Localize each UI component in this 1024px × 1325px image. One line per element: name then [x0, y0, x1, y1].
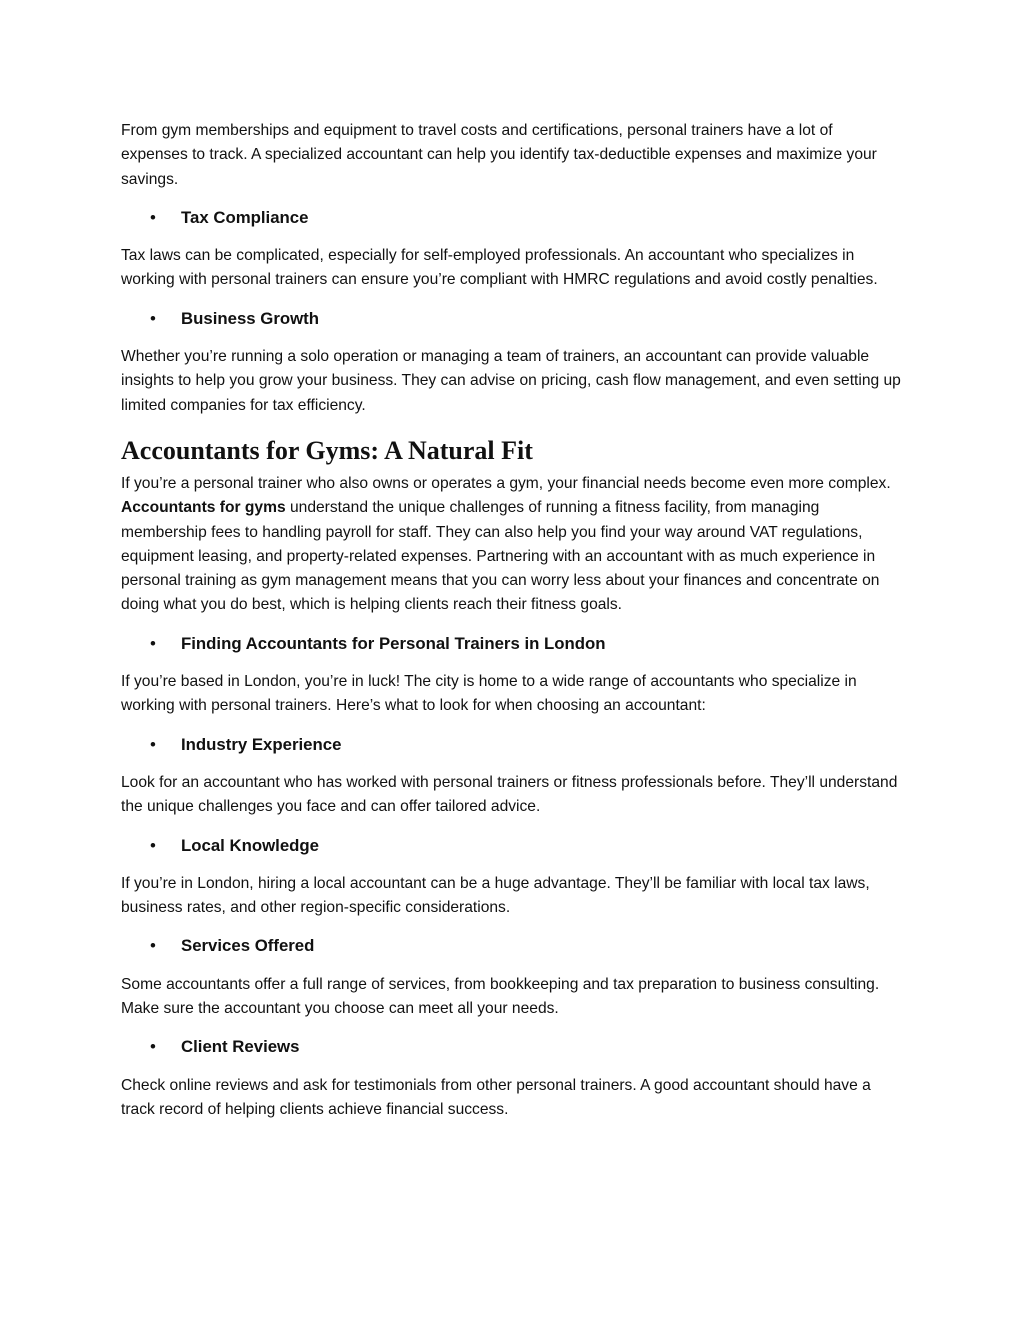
bullet-client-reviews: [121, 1035, 901, 1059]
bullet-label: Industry Experience: [181, 734, 342, 754]
paragraph-gyms-pre: If you’re a personal trainer who also owns or operates a gym, your financial needs become even more complex.: [121, 474, 891, 492]
document-page: [121, 119, 901, 1136]
bullet-icon: •: [150, 936, 156, 956]
bullet-industry-experience: [121, 733, 901, 757]
paragraph-finding: If you’re based in London, you’re in luck! The city is home to a wide range of accountants who specialize in working with personal trainers. Here’s what to look for when choosing an accountant:: [121, 673, 857, 715]
bullet-label: Business Growth: [181, 308, 320, 328]
bullet-icon: •: [150, 207, 156, 227]
paragraph-business-growth: Whether you’re running a solo operation or managing a team of trainers, an accountant can provide valuable insights to help you grow your business. They can advise on pricing, cash flow management, and even setting up limited companies for tax efficiency.: [121, 348, 901, 414]
bullet-icon: •: [150, 633, 156, 653]
bullet-business-growth: [121, 307, 901, 331]
paragraph-gyms-bold: Accountants for gyms: [121, 499, 286, 517]
bullet-local-knowledge: [121, 834, 901, 858]
section-heading-gyms: Accountants for Gyms: A Natural Fit: [121, 435, 533, 465]
paragraph-tax-compliance: Tax laws can be complicated, especially for self-employed professionals. An accountant who specializes in working with personal trainers can ensure you’re compliant with HMRC regulations and avoid costly penalties.: [121, 247, 878, 289]
paragraph-local: If you’re in London, hiring a local accountant can be a huge advantage. They’ll be familiar with local tax laws, business rates, and other region-specific considerations.: [121, 874, 870, 917]
bullet-icon: •: [150, 835, 156, 855]
paragraph-industry: Look for an accountant who has worked with personal trainers or fitness professionals before. They’ll understand the unique challenges you face and can offer tailored advice.: [121, 773, 898, 816]
bullet-icon: •: [150, 734, 156, 754]
paragraph-reviews: Check online reviews and ask for testimonials from other personal trainers. A good accountant should have a track record of helping clients achieve financial success.: [121, 1076, 871, 1118]
bullet-finding-accountants: [121, 632, 901, 656]
bullet-tax-compliance: [121, 206, 901, 230]
paragraph-expenses: From gym memberships and equipment to travel costs and certifications, personal trainers have a lot of expenses to track. A specialized accountant can help you identify tax-deductible expenses and maximize your savings.: [121, 122, 877, 188]
bullet-services-offered: [121, 934, 901, 958]
bullet-label: Tax Compliance: [181, 207, 309, 227]
bullet-label: Finding Accountants for Personal Trainers in London: [181, 633, 606, 653]
paragraph-gyms: [121, 472, 901, 618]
bullet-icon: •: [150, 1037, 156, 1057]
paragraph-gyms-post: understand the unique challenges of running a fitness facility, from managing membership fees to handling payroll for staff. They can also help you find your way around VAT regulations, equipment leasing, and property-related expenses. Partnering with an accountant with as much experience in personal training as gym management means that you can worry less about your finances and concentrate on doing what you do best, which is helping clients reach their fitness goals.: [121, 499, 880, 614]
paragraph-services: Some accountants offer a full range of services, from bookkeeping and tax preparation to business consulting. Make sure the accountant you choose can meet all your needs.: [121, 975, 880, 1018]
bullet-icon: •: [150, 308, 156, 328]
bullet-label: Services Offered: [181, 936, 315, 956]
bullet-label: Local Knowledge: [181, 835, 319, 855]
bullet-label: Client Reviews: [181, 1037, 300, 1057]
